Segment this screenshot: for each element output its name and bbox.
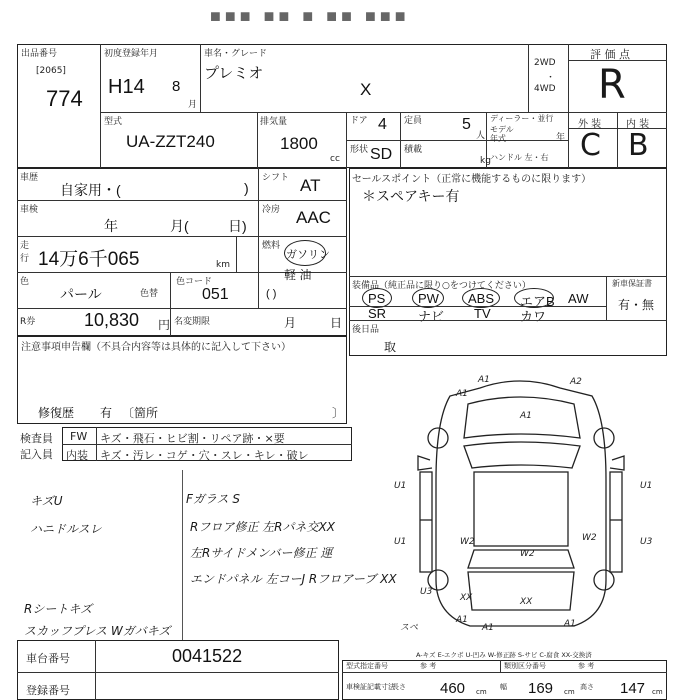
legend-in-text: キズ・汚レ・コゲ・穴・スレ・キレ・破レ — [100, 449, 309, 462]
new-warranty-label: 新車保証書 — [612, 279, 652, 288]
cooling-value: AAC — [296, 208, 331, 227]
spec-cat-label: 類別区分番号 — [504, 662, 546, 670]
spec-length-label: 長さ — [392, 683, 406, 691]
recycle-label: R券 — [20, 317, 36, 327]
mark-w2-right: W2 — [582, 533, 597, 543]
exterior-grade: C — [580, 128, 601, 163]
fuel-label: 燃料 — [262, 241, 281, 251]
spec-type-ref: 参 考 — [420, 662, 437, 670]
displacement-value: 1800 — [280, 134, 318, 153]
mark-w2-rear: W2 — [520, 549, 535, 559]
equip-sr: SR — [368, 306, 387, 321]
car-diagram — [360, 360, 670, 650]
equip-abs: ABS — [468, 291, 495, 306]
model-label: 型式 — [104, 117, 123, 127]
history-label: 車歴 — [20, 173, 39, 183]
lot-label: 出品番号 — [21, 49, 58, 59]
header-title: ■■■ ■■ ■ ■■ ■■■ — [210, 6, 410, 26]
mark-xx-rear-left: XX — [460, 593, 473, 603]
meisho-month: 月 — [284, 316, 297, 330]
repair-value: 有 — [100, 406, 113, 420]
recycle-value: 10,830 — [84, 310, 140, 330]
interior-label: 内 装 — [626, 119, 650, 130]
inspection-label: 車検 — [20, 205, 39, 215]
meisho-label: 名変期限 — [174, 317, 211, 327]
inspector-label: 検査員 — [20, 432, 53, 445]
mark-a1-front-left: A1 — [456, 389, 468, 399]
spec-reg-label: 車検証記載寸法 — [346, 683, 395, 691]
car-grade: X — [360, 80, 372, 99]
mark-a1-front: A1 — [478, 375, 490, 385]
mark-u1-left-upper: U1 — [394, 481, 407, 491]
lot-sub: [2065] — [36, 66, 66, 76]
mark-a1-hood: A1 — [520, 411, 532, 421]
legend-in: 内装 — [66, 449, 88, 462]
load-label: 積載 — [404, 145, 423, 155]
mark-u3-rear-left: U3 — [420, 587, 433, 597]
new-warranty-value: 有・無 — [618, 298, 655, 312]
registration-label: 初度登録年月 — [104, 49, 159, 59]
equipment-label: 装備品（純正品に限り○をつけてください） — [352, 281, 531, 291]
reg-number-label: 登録番号 — [26, 684, 70, 697]
spec-width-label: 幅 — [500, 683, 507, 691]
interior-grade: B — [628, 128, 649, 163]
chassis-value: 0041522 — [172, 646, 243, 666]
chassis-label: 車台番号 — [26, 652, 70, 665]
color-value: パール — [60, 286, 102, 302]
diagram-legend: A-キズ E-エクボ U-凹み W-修正跡 S-サビ C-腐食 XX-交換済 — [416, 651, 592, 659]
inspection-day: 日) — [228, 218, 247, 234]
equip-ps: PS — [368, 291, 386, 306]
overall-grade: R — [598, 62, 626, 108]
capacity-label: 定員 — [404, 116, 423, 126]
notes-label: 注意事項申告欄（不具合内容等は具体的に記入して下さい） — [21, 342, 291, 353]
color-code-label: 色コード — [176, 277, 213, 287]
hw-note-6: エンドパネル 左コーJ Rフロアーブ XX — [190, 572, 397, 586]
equip-tv: TV — [474, 306, 491, 321]
after-value: 取 — [384, 340, 397, 354]
grade-label: 評 価 点 — [590, 48, 630, 61]
body-shape-value: SD — [370, 146, 393, 163]
spec-height-unit: cm — [652, 688, 663, 696]
hw-note-1: キズU — [30, 494, 63, 508]
drive-opt2: 4WD — [534, 84, 556, 94]
mark-a1-spare: A1 — [456, 615, 468, 625]
car-name: プレミオ — [204, 65, 264, 82]
shift-value: AT — [300, 176, 321, 195]
mark-xx-rear: XX — [520, 597, 533, 607]
mark-u3-right: U3 — [640, 537, 653, 547]
spec-width-unit: cm — [564, 688, 575, 696]
spec-length: 460 — [440, 680, 466, 697]
hw-note-3: Fガラス S — [186, 492, 240, 506]
shift-label: シフト — [262, 173, 290, 183]
repair-close: 〕 — [332, 406, 345, 420]
equip-leather: カワ — [520, 309, 547, 324]
hw-note-4: Rフロア修正 左Rパネ交XX — [190, 520, 335, 534]
displacement-unit: cc — [330, 154, 340, 164]
car-label: 車名・グレード — [204, 49, 268, 59]
spec-height: 147 — [620, 680, 646, 697]
spec-type-label: 型式指定番号 — [346, 662, 388, 670]
drive-opt1: 2WD — [534, 58, 556, 68]
mark-u1-left-lower: U1 — [394, 537, 407, 547]
equip-aw: AW — [568, 291, 589, 306]
hw-note-8: スカッフプレス Wガバキズ — [24, 624, 171, 638]
model-year-label: モデル年式 — [490, 125, 514, 143]
sales-point-item: ＊スペアキー有 — [362, 188, 460, 204]
inspection-year: 年 — [104, 218, 118, 234]
repair-label: 修復歴 — [38, 406, 75, 420]
handle-label: ハンドル 左・右 — [490, 153, 549, 162]
mark-spare: スペ — [400, 623, 419, 633]
mileage-value: 14万6千065 — [38, 249, 140, 270]
history-close: ) — [244, 180, 249, 196]
hw-note-2: ハニドルスレ — [30, 522, 102, 536]
spec-cat-ref: 参 考 — [578, 662, 595, 670]
body-shape-label: 形状 — [350, 145, 369, 155]
top-table — [17, 44, 667, 168]
spec-height-label: 高さ — [580, 683, 594, 691]
after-label: 後日品 — [352, 325, 380, 335]
model-code: UA-ZZT240 — [126, 132, 215, 151]
mark-u1-right-upper: U1 — [640, 481, 653, 491]
equip-navi: ナビ — [418, 309, 445, 324]
mark-a1-rear-right: A1 — [564, 619, 576, 629]
registration-month: 8 — [172, 78, 181, 95]
equip-airbag: エアB — [520, 294, 555, 309]
mark-w2-left: W2 — [460, 537, 475, 547]
fuel-circled: ガソリン — [286, 249, 330, 261]
capacity-unit: 人 — [476, 131, 486, 141]
hw-note-7: Rシートキズ — [24, 602, 93, 616]
registration-year: H14 — [108, 76, 145, 98]
mark-a2-front-right: A2 — [570, 377, 582, 387]
cooling-label: 冷房 — [262, 205, 281, 215]
record-label: 記入員 — [20, 448, 53, 461]
registration-month-unit: 月 — [188, 100, 198, 110]
hw-note-5: 左Rサイドメンバー修正 運 — [190, 546, 333, 560]
fuel-option2: 軽 油 — [284, 268, 312, 282]
exterior-label: 外 装 — [578, 119, 602, 130]
color-label: 色 — [20, 277, 30, 287]
sales-point-label: セールスポイント（正常に機能するものに限ります） — [352, 174, 592, 185]
mark-a1-rear-left: A1 — [482, 623, 494, 633]
history-value: 自家用・( — [60, 182, 121, 198]
doors-label: ドア — [350, 116, 368, 126]
lot-number: 774 — [46, 86, 83, 111]
mileage-label: 走行 — [20, 241, 30, 264]
repair-place: 〔箇所 — [122, 406, 159, 420]
dealer-label: ディーラー・並行 — [490, 114, 554, 123]
inspection-month: 月( — [170, 218, 189, 234]
capacity-value: 5 — [462, 116, 471, 133]
spec-length-unit: cm — [476, 688, 487, 696]
displacement-label: 排気量 — [260, 117, 288, 127]
doors-value: 4 — [378, 116, 387, 133]
load-unit: kg — [480, 156, 491, 166]
meisho-day: 日 — [330, 316, 343, 330]
color-coat-label: 色替 — [140, 289, 159, 299]
fuel-paren: ( ) — [266, 288, 277, 300]
color-code: 051 — [202, 286, 229, 303]
recycle-unit: 円 — [158, 318, 171, 332]
spec-width: 169 — [528, 680, 554, 697]
model-year-unit: 年 — [556, 133, 566, 143]
equip-pw: PW — [418, 291, 439, 306]
legend-fw: FW — [70, 430, 88, 443]
mileage-unit: km — [216, 260, 230, 270]
legend-fw-text: キズ・飛石・ヒビ割・リペア跡・×要 — [100, 432, 285, 445]
